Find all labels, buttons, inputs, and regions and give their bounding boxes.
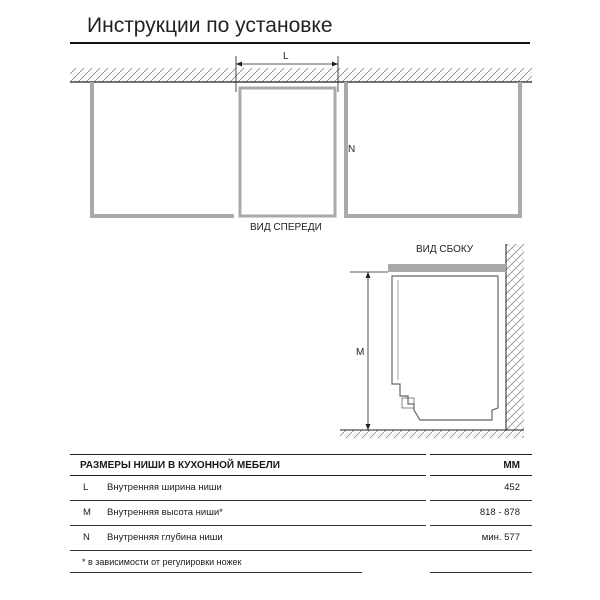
appliance-front [240,88,335,216]
row-code: M [83,507,91,518]
table-row [70,476,532,501]
row-code: L [83,482,89,493]
table-header [70,454,532,476]
floor-side [340,430,524,438]
row-description: Внутренняя высота ниши* [107,507,223,518]
countertop-side [388,264,506,272]
page-title: Инструкции по установке [87,14,333,37]
right-cabinet [346,82,520,216]
table-unit: ММ [503,460,520,471]
dimension-m-label: M [356,347,365,358]
row-description: Внутренняя ширина ниши [107,482,222,493]
front-view-caption: ВИД СПЕРЕДИ [250,222,322,233]
row-value: мин. 577 [481,532,520,543]
countertop-front [70,68,532,82]
dimension-n-label: N [348,144,356,155]
table-row [70,526,532,551]
row-value: 452 [504,482,520,493]
wall-side [506,244,524,430]
dimensions-table [70,454,532,551]
left-cabinet [92,82,234,216]
row-code: N [83,532,90,543]
row-value: 818 - 878 [479,507,520,518]
footnote-rule-right [430,572,532,573]
column-separator [426,454,430,549]
table-footnote: * в зависимости от регулировки ножек [82,557,242,567]
dimension-l-label: L [283,51,289,62]
side-view-caption: ВИД СБОКУ [416,244,474,255]
footnote-rule [70,572,362,573]
row-description: Внутренняя глубина ниши [107,532,223,543]
appliance-side [392,276,498,420]
table-row [70,501,532,526]
table-title: РАЗМЕРЫ НИШИ В КУХОННОЙ МЕБЕЛИ [80,460,280,471]
